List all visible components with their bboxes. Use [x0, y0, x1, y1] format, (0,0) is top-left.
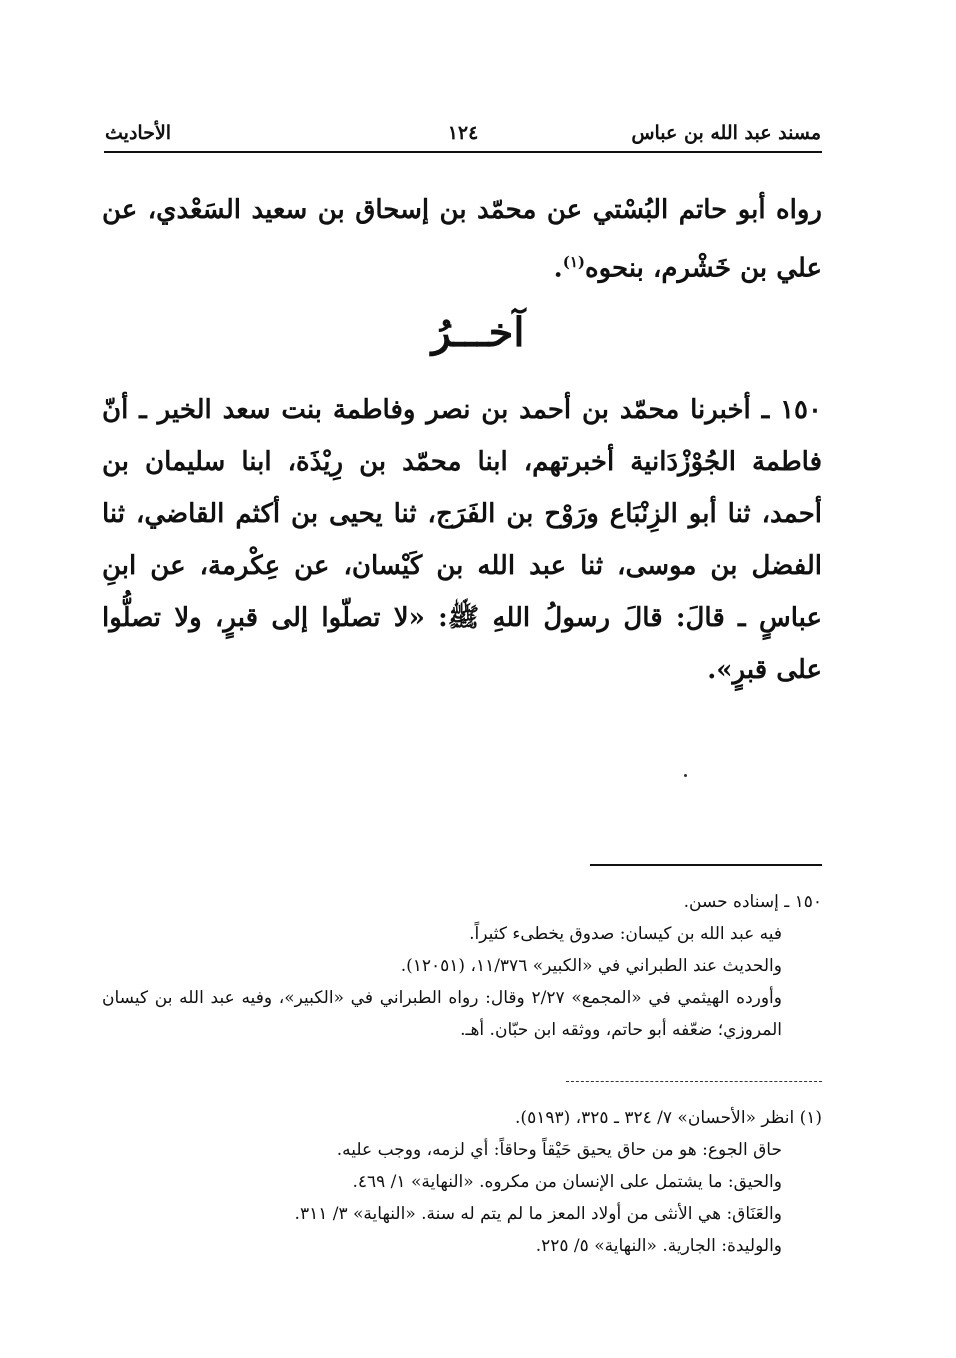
- footnote-rule: [590, 864, 822, 866]
- hadith-number: ١٥٠: [780, 395, 822, 425]
- footnote-line: ١٥٠ ـ إسناده حسن.: [683, 892, 822, 912]
- header-rule: [104, 151, 822, 153]
- footnote-reference: [102, 1102, 822, 1262]
- hadith-paragraph: [102, 384, 822, 696]
- book-title: مسند عبد الله بن عباس: [631, 122, 821, 144]
- paragraph-end: .: [553, 253, 563, 284]
- paragraph-text: رواه أبو حاتم البُسْتي عن محمّد بن إسحاق بن سعيد السَعْدي، عن علي بن خَشْرم، بنحوه: [102, 195, 822, 284]
- footnote-separator: [566, 1081, 822, 1082]
- footnote-line: حاق الجوع: هو من حاق يحيق حَيْقاً وحاقاً: أي لزمه، ووجب عليه.: [336, 1140, 782, 1160]
- footnote-line: والحيق: ما يشتمل على الإنسان من مكروه. «النهاية» ١/ ٤٦٩.: [352, 1172, 782, 1192]
- chapter-title: الأحاديث: [105, 122, 172, 144]
- footnote-line: وأورده الهيثمي في «المجمع» ٢/٢٧ وقال: رواه الطبراني في «الكبير»، وفيه عبد الله بن كيسان المروزي؛ ضعّفه أبو حاتم، ووثقه ابن حبّان. أهـ.: [102, 988, 782, 1040]
- footnote-ref: (١): [562, 253, 585, 271]
- footnote-line: والوليدة: الجارية. «النهاية» ٥/ ٢٢٥.: [535, 1236, 782, 1256]
- footnote-line: والعَنَاق: هي الأنثى من أولاد المعز ما لم يتم له سنة. «النهاية» ٣/ ٣١١.: [294, 1204, 782, 1224]
- footnote-line: فيه عبد الله بن كيسان: صدوق يخطىء كثيراً.: [469, 924, 782, 944]
- page-number: ١٢٤: [447, 122, 479, 144]
- paragraph-narration: [102, 184, 822, 295]
- section-heading: آخـــرُ: [431, 309, 525, 356]
- hadith-text: ـ أخبرنا محمّد بن أحمد بن نصر وفاطمة بنت سعد الخير ـ أنّ فاطمة الجُوْزْدَانية أخبرتهم، ابنا محمّد بن رِيْذَة، ابنا سليمان بن أحمد، ثنا أبو الزِنْبَاع ورَوْح بن الفَرَج، ثنا يحيى بن أكثم القاضي، ثنا الفضل بن موسى، ثنا عبد الله بن كَيْسان، عن عِكْرمة، عن ابنِ عباسٍ ـ قالَ: قالَ رسولُ اللهِ ﷺ: «لا تصلّوا إلى قبرٍ، ولا تصلُّوا على قبرٍ».: [102, 395, 823, 685]
- stray-dot: [684, 774, 687, 777]
- footnote-hadith: [102, 886, 822, 1046]
- footnote-line: والحديث عند الطبراني في «الكبير» ١١/٣٧٦، (١٢٠٥١).: [400, 956, 782, 976]
- running-head: [105, 118, 821, 152]
- footnote-line: (١) انظر «الأحسان» ٧/ ٣٢٤ ـ ٣٢٥، (٥١٩٣).: [515, 1108, 822, 1128]
